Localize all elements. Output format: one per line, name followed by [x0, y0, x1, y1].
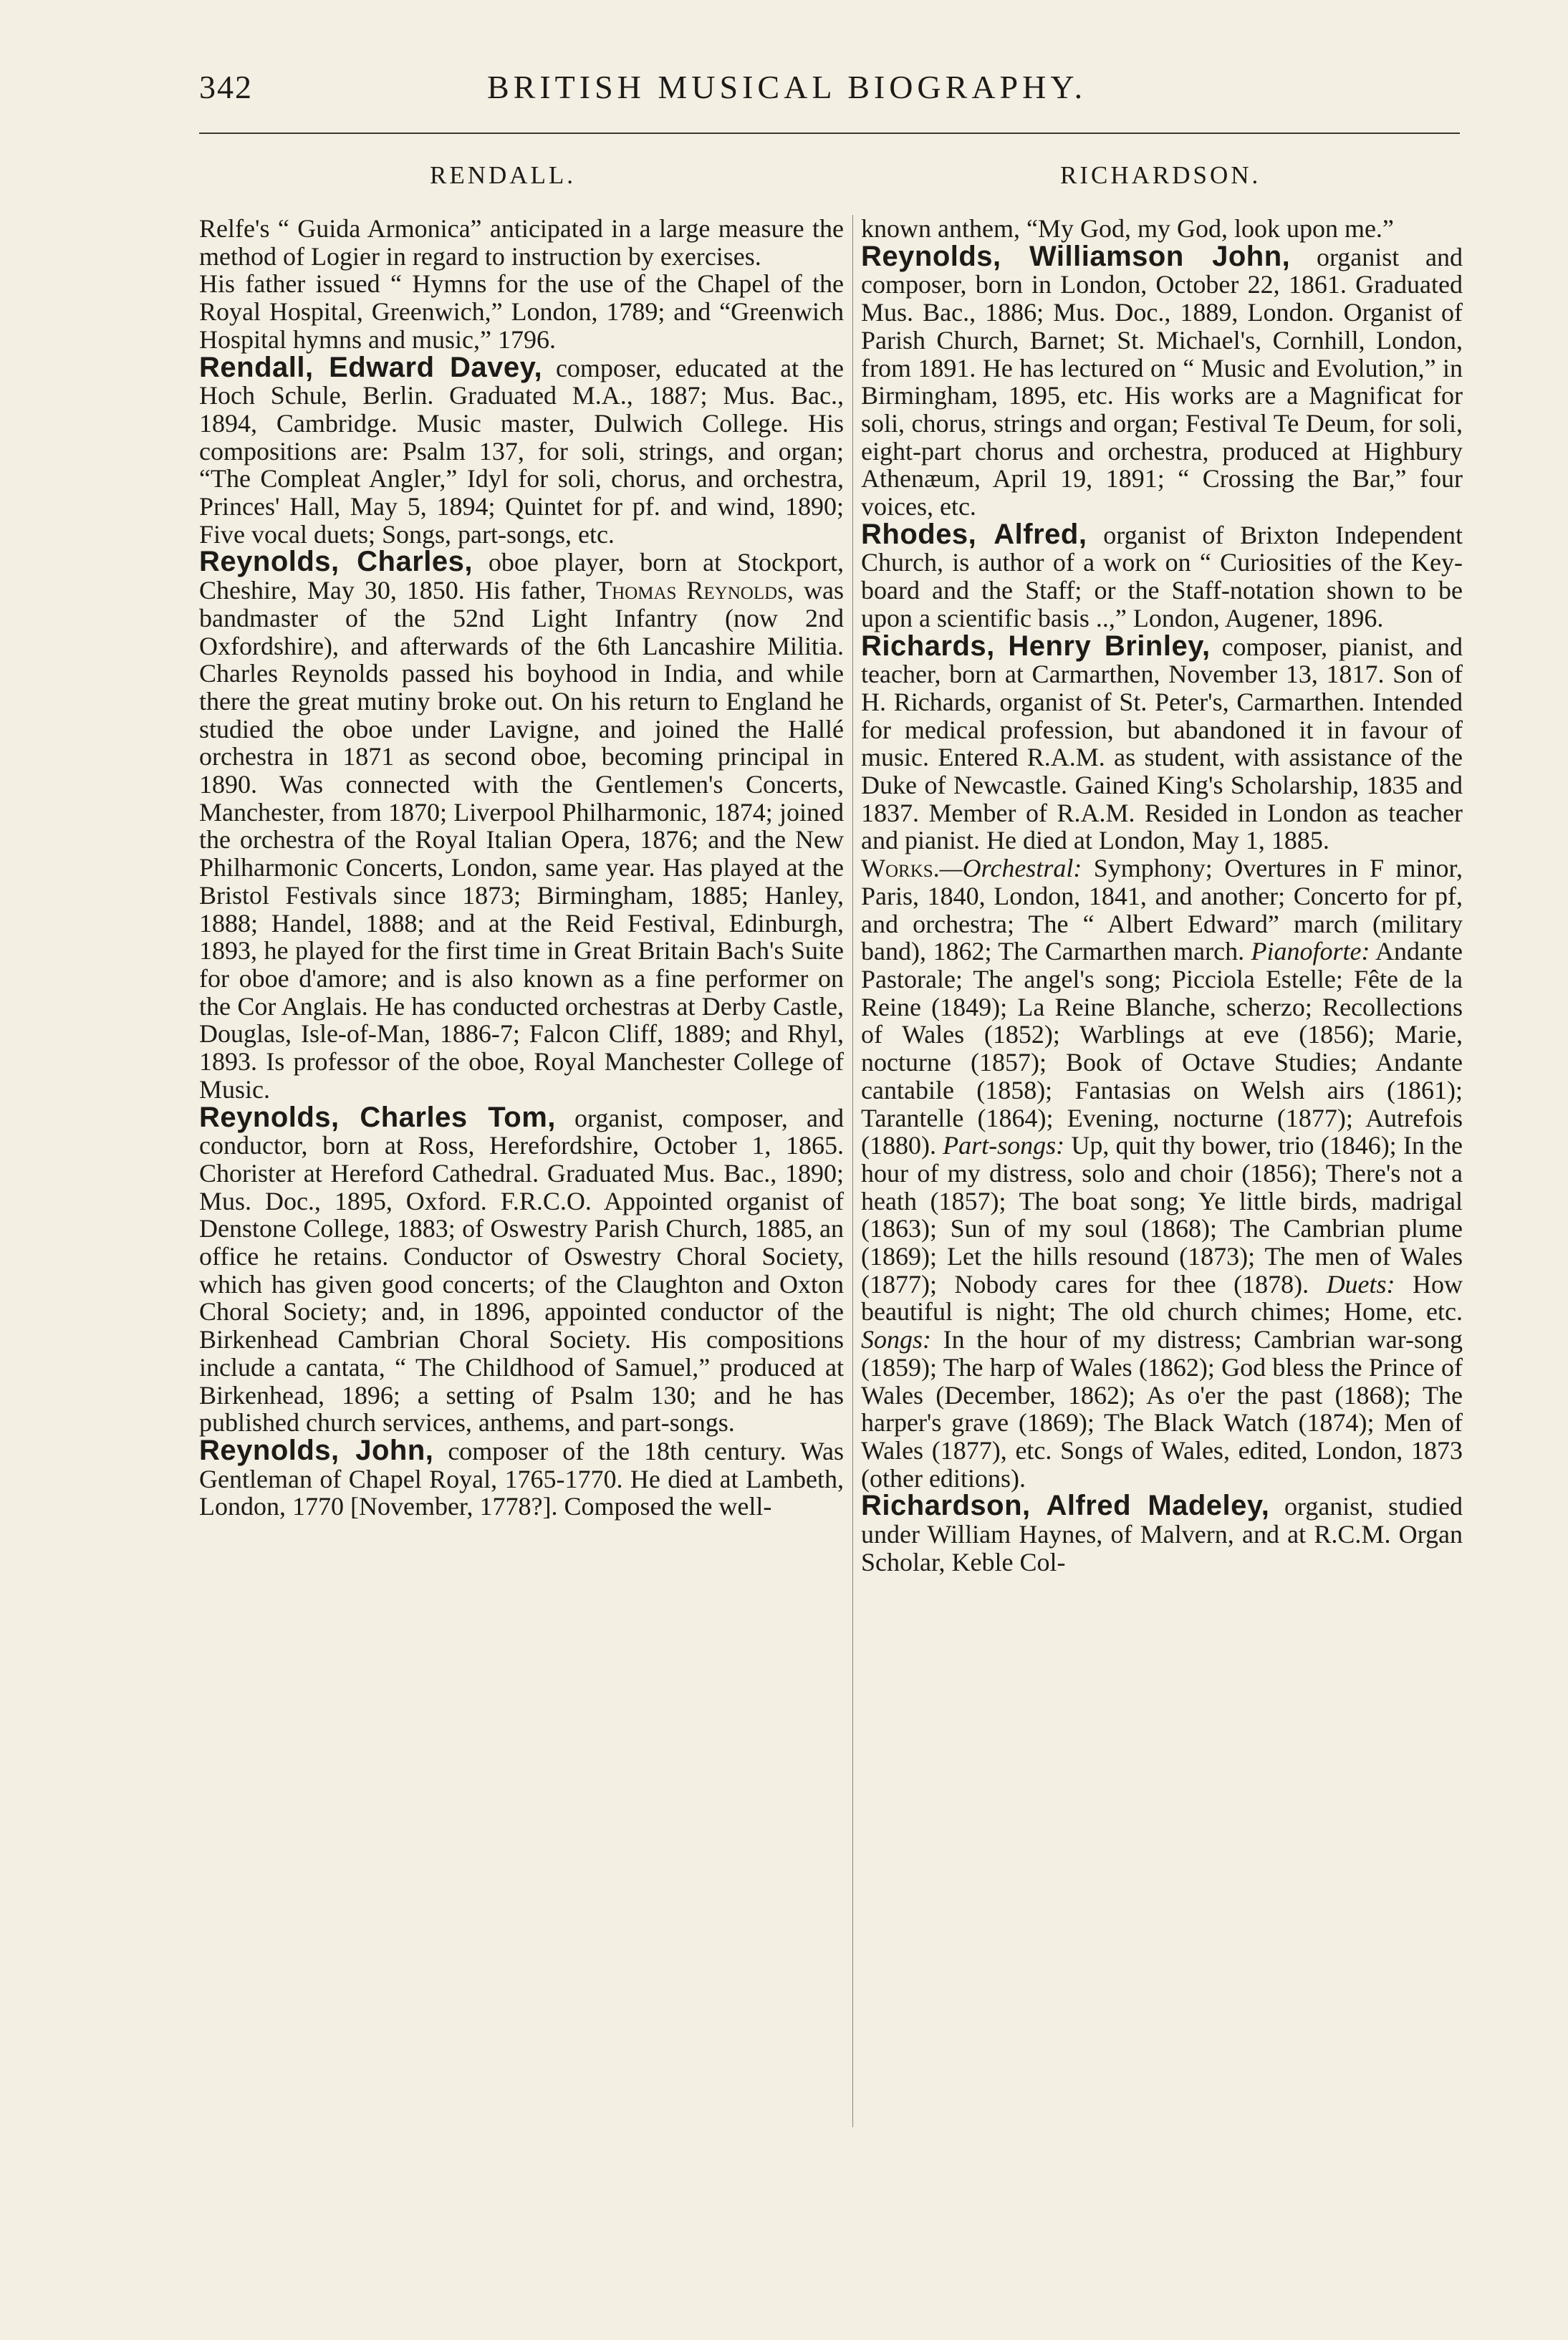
entry-name: Rendall, Edward Davey, [199, 351, 543, 383]
works-category-label: Part-songs: [943, 1131, 1065, 1160]
entry-name: Reynolds, Williamson John, [861, 240, 1291, 272]
works-category-label: Pianoforte: [1251, 937, 1370, 966]
right-column [861, 215, 1463, 1576]
works-list [861, 854, 1463, 1492]
left-column-heading: RENDALL. [430, 161, 577, 189]
entry-richards-henry-brinley [861, 632, 1463, 855]
entry-name: Reynolds, Charles Tom, [199, 1101, 556, 1133]
entry-rendall-edward-davey [199, 351, 844, 549]
works-label: Works. [861, 854, 940, 883]
works-category-label: Songs: [861, 1325, 931, 1354]
entry-text: oboe player, born at Stockport, Cheshire, May 30, 1850. His father, [199, 548, 844, 605]
page-number: 342 [199, 69, 253, 105]
entry-text: organist, composer, and conductor, born at Ross, Herefordshire, October 1, 1865. Chorister at Hereford Cathedral. Graduated Mus. Bac., 1890; Mus. Doc., 1895, Oxford. F.R.C.O. Appointed organist of Denstone College, 1883; of Oswestry Parish Church, 1885, an office he retains. Conductor of Oswestry Choral Society, which has given good concerts; of the Claughton and Oxton Choral Society; and, in 1896, appointed conductor of the Birkenhead Cambrian Choral Society. His compositions include a cantata, “ The Childhood of Samuel,” produced at Birkenhead, 1896; a setting of Psalm 130; and he has published church services, anthems, and part-songs. [199, 1103, 844, 1438]
entry-name: Reynolds, John, [199, 1434, 434, 1466]
entry-reynolds-charles [199, 548, 844, 1103]
entry-text: , was bandmaster of the 52nd Light Infantry (now 2nd Oxfordshire), and afterwards of the 6th Lancashire Militia. Charles Reynolds passed his boyhood in India, and while there the great mutiny broke out. On his return to England he studied the oboe under Lavigne, and joined the Hallé orchestra in 1871 as second oboe, becoming principal in 1890. Was connected with the Gentlemen's Concerts, Manchester, from 1870; Liverpool Philharmonic, 1874; joined the orchestra of the Royal Italian Opera, 1876; and the New Philharmonic Concerts, London, same year. Has played at the Bristol Festivals since 1873; Birmingham, 1885; Hanley, 1888; Handel, 1888; and at the Reid Festival, Edinburgh, 1893, he played for the first time in Great Britain Bach's Suite for oboe d'amore; and is also known as a fine performer on the Cor Anglais. He has conducted orchestras at Derby Castle, Douglas, Isle-of-Man, 1886-7; Falcon Cliff, 1889; and Rhyl, 1893. Is professor of the oboe, Royal Manchester College of Music. [199, 576, 844, 1104]
entry-text: organist and composer, born in London, October 22, 1861. Graduated Mus. Bac., 1886; Mus. Doc., 1889, London. Organist of Parish Church, Barnet; St. Michael's, Cornhill, London, from 1891. He has lectured on “ Music and Evolution,” in Birmingham, 1895, etc. His works are a Magnificat for soli, chorus, strings and organ; Festival Te Deum, for soli, eight-part chorus and orchestra, produced at Highbury Athenæum, April 19, 1891; “ Crossing the Bar,” four voices, etc. [861, 242, 1463, 521]
entry-text: organist of Brixton Independent Church, is author of a work on “ Curiosities of the Key-board and the Staff; or the Staff-notation shown to be upon a scientific basis ..,” London, Augener, 1896. [861, 520, 1463, 632]
entry-reynolds-williamson-john [861, 240, 1463, 521]
paragraph: Relfe's “ Guida Armonica” anticipated in a large measure the method of Logier in regard to instruction by exercises. [199, 214, 844, 271]
column-divider [852, 215, 853, 2127]
entry-reynolds-charles-tom [199, 1101, 844, 1438]
paragraph: known anthem, “My God, my God, look upon me.” [861, 214, 1394, 243]
running-title: BRITISH MUSICAL BIOGRAPHY. [487, 69, 1087, 105]
header-rule [199, 133, 1460, 134]
entry-text: composer, educated at the Hoch Schule, Berlin. Graduated M.A., 1887; Mus. Bac., 1894, Cambridge. Music master, Dulwich College. His compositions are: Psalm 137, for soli, strings, and organ; “The Compleat Angler,” Idyl for soli, chorus, and orchestra, Princes' Hall, May 5, 1894; Quintet for pf. and wind, 1890; Five vocal duets; Songs, part-songs, etc. [199, 353, 844, 549]
works-text: Andante Pastorale; The angel's song; Picciola Estelle; Fête de la Reine (1849); La Reine Blanche, scherzo; Recollections of Wales (1852); Warblings at eve (1856); Marie, nocturne (1857); Book of Octave Studies; Andante cantabile (1858); Fantasias on Welsh airs (1861); Tarantelle (1864); Evening, nocturne (1877); Autrefois (1880). [861, 937, 1463, 1160]
entry-richardson-alfred-madeley [861, 1492, 1463, 1576]
works-text: In the hour of my distress; Cambrian war-song (1859); The harp of Wales (1862); God bless the Prince of Wales (December, 1862); As o'er the past (1868); The harper's grave (1869); The Black Watch (1874); Men of Wales (1877), etc. Songs of Wales, edited, London, 1873 (other editions). [861, 1325, 1463, 1493]
entry-text: composer, pianist, and teacher, born at Carmarthen, November 13, 1817. Son of H. Richards, organist of St. Peter's, Carmarthen. Intended for medical profession, but abandoned it in favour of music. Entered R.A.M. as student, with assistance of the Duke of Newcastle. Gained King's Scholarship, 1835 and 1837. Member of R.A.M. Resided in London as teacher and pianist. He died at London, May 1, 1885. [861, 632, 1463, 855]
entry-name: Richardson, Alfred Madeley, [861, 1490, 1270, 1522]
left-column [199, 215, 844, 1521]
entry-name: Rhodes, Alfred, [861, 518, 1087, 550]
paragraph: His father issued “ Hymns for the use of the Chapel of the Royal Hospital, Greenwich,” London, 1789; and “Greenwich Hospital hymns and music,” 1796. [199, 269, 844, 354]
works-text: Symphony; Overtures in F minor, Paris, 1840, London, 1841, and another; Concerto for pf, and orchestra; The “ Albert Edward” march (military band), 1862; The Carmarthen march. [861, 854, 1463, 966]
entry-name: Reynolds, Charles, [199, 546, 473, 578]
entry-name: Richards, Henry Brinley, [861, 630, 1211, 662]
works-text: Up, quit thy bower, trio (1846); In the hour of my distress, solo and choir (1856); There's not a heath (1857); The boat song; Ye little birds, madrigal (1863); Sun of my soul (1868); The Cambrian plume (1869); Let the hills resound (1873); The men of Wales (1877); Nobody cares for thee (1878). [861, 1131, 1463, 1299]
entry-text: composer of the 18th century. Was Gentleman of Chapel Royal, 1765-1770. He died at Lambeth, London, 1770 [November, 1778?]. Composed the well- [199, 1436, 844, 1521]
works-text: How beautiful is night; The old church chimes; Home, etc. [861, 1269, 1463, 1327]
works-category-label: Duets: [1326, 1269, 1395, 1299]
works-category-label: —Orchestral: [939, 854, 1082, 883]
entry-reynolds-john [199, 1434, 844, 1521]
right-column-heading: RICHARDSON. [1060, 161, 1261, 189]
entry-rhodes-alfred [861, 518, 1463, 632]
small-caps-name: Thomas Reynolds [596, 576, 788, 605]
entry-text: organist, studied under William Haynes, of Malvern, and at R.C.M. Organ Scholar, Keble Col- [861, 1492, 1463, 1576]
